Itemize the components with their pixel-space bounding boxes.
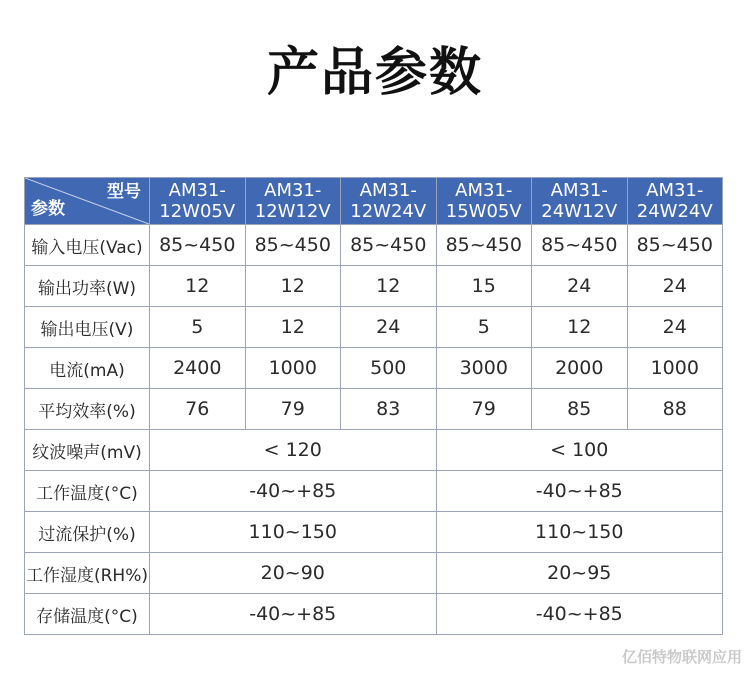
row-label: 工作湿度(RH%) bbox=[25, 553, 150, 594]
table-cell: 500 bbox=[341, 348, 437, 389]
table-cell: 12 bbox=[245, 266, 341, 307]
spec-table bbox=[24, 177, 723, 635]
table-cell: 110~150 bbox=[436, 512, 723, 553]
model-header: AM31- 12W05V bbox=[150, 178, 246, 225]
table-cell: 83 bbox=[341, 389, 437, 430]
table-cell: 76 bbox=[150, 389, 246, 430]
table-cell: -40~+85 bbox=[436, 594, 723, 635]
table-cell: < 120 bbox=[150, 430, 437, 471]
table-row bbox=[25, 389, 723, 430]
model-header: AM31- 24W24V bbox=[627, 178, 723, 225]
table-cell: 88 bbox=[627, 389, 723, 430]
row-label: 平均效率(%) bbox=[25, 389, 150, 430]
row-label: 输入电压(Vac) bbox=[25, 225, 150, 266]
table-cell: 24 bbox=[532, 266, 628, 307]
table-cell: 79 bbox=[436, 389, 532, 430]
table-cell: 3000 bbox=[436, 348, 532, 389]
table-cell: 24 bbox=[627, 266, 723, 307]
table-cell: 24 bbox=[627, 307, 723, 348]
table-row bbox=[25, 430, 723, 471]
model-header: AM31- 15W05V bbox=[436, 178, 532, 225]
table-cell: 24 bbox=[341, 307, 437, 348]
table-cell: -40~+85 bbox=[150, 594, 437, 635]
corner-param-label: 参数 bbox=[31, 199, 65, 219]
table-cell: 85~450 bbox=[150, 225, 246, 266]
table-row bbox=[25, 471, 723, 512]
table-cell: -40~+85 bbox=[150, 471, 437, 512]
table-cell: 15 bbox=[436, 266, 532, 307]
table-cell: 5 bbox=[150, 307, 246, 348]
table-cell: 110~150 bbox=[150, 512, 437, 553]
table-cell: 85 bbox=[532, 389, 628, 430]
row-label: 工作温度(°C) bbox=[25, 471, 150, 512]
table-cell: 85~450 bbox=[532, 225, 628, 266]
table-cell: 12 bbox=[150, 266, 246, 307]
table-row bbox=[25, 307, 723, 348]
header-row bbox=[25, 178, 723, 225]
table-cell: 2400 bbox=[150, 348, 246, 389]
row-label: 过流保护(%) bbox=[25, 512, 150, 553]
row-label: 输出电压(V) bbox=[25, 307, 150, 348]
corner-header bbox=[25, 178, 150, 225]
table-row bbox=[25, 266, 723, 307]
table-cell: 85~450 bbox=[341, 225, 437, 266]
model-header: AM31- 24W12V bbox=[532, 178, 628, 225]
table-row bbox=[25, 225, 723, 266]
table-cell: 85~450 bbox=[436, 225, 532, 266]
table-cell: 20~90 bbox=[150, 553, 437, 594]
table-cell: 85~450 bbox=[627, 225, 723, 266]
table-cell: 79 bbox=[245, 389, 341, 430]
table-row bbox=[25, 348, 723, 389]
table-cell: 1000 bbox=[627, 348, 723, 389]
table-cell: 12 bbox=[245, 307, 341, 348]
table-cell: -40~+85 bbox=[436, 471, 723, 512]
table-cell: 85~450 bbox=[245, 225, 341, 266]
table-cell: < 100 bbox=[436, 430, 723, 471]
model-header: AM31- 12W24V bbox=[341, 178, 437, 225]
model-header: AM31- 12W12V bbox=[245, 178, 341, 225]
table-cell: 2000 bbox=[532, 348, 628, 389]
table-cell: 12 bbox=[341, 266, 437, 307]
row-label: 存储温度(°C) bbox=[25, 594, 150, 635]
table-cell: 1000 bbox=[245, 348, 341, 389]
table-cell: 12 bbox=[532, 307, 628, 348]
table-cell: 5 bbox=[436, 307, 532, 348]
page-title: 产品参数 bbox=[266, 43, 483, 103]
table-row bbox=[25, 512, 723, 553]
table-cell: 20~95 bbox=[436, 553, 723, 594]
corner-model-label: 型号 bbox=[107, 182, 141, 202]
table-row bbox=[25, 594, 723, 635]
row-label: 纹波噪声(mV) bbox=[25, 430, 150, 471]
watermark: 亿佰特物联网应用 bbox=[621, 648, 742, 666]
table-row bbox=[25, 553, 723, 594]
row-label: 电流(mA) bbox=[25, 348, 150, 389]
row-label: 输出功率(W) bbox=[25, 266, 150, 307]
